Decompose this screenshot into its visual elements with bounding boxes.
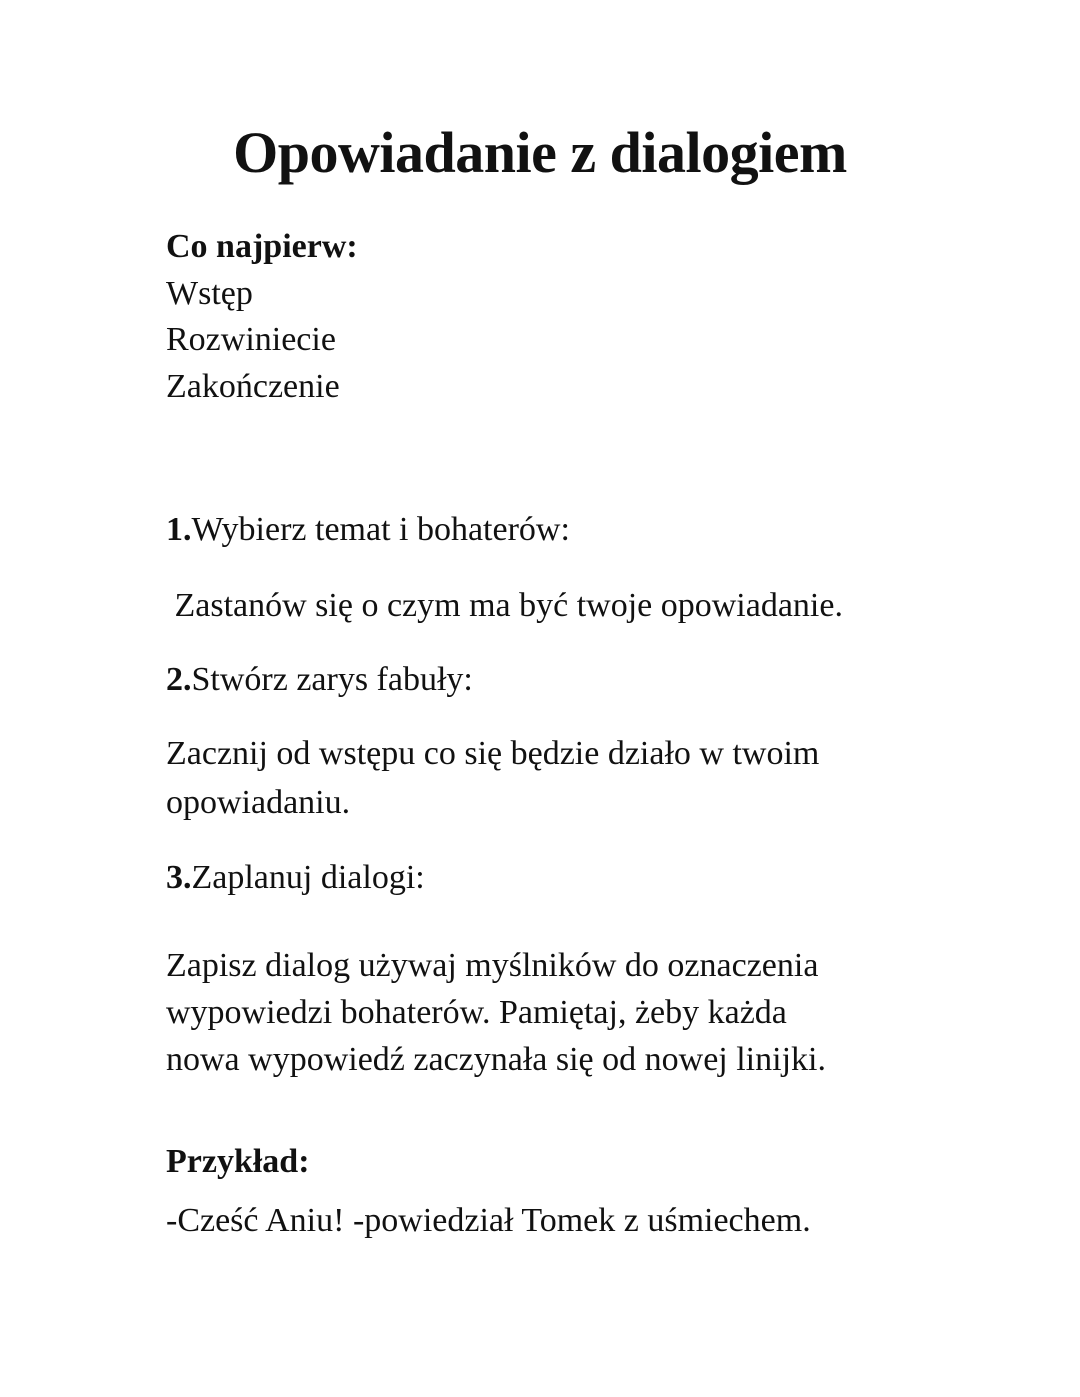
step-number: 2. [166, 661, 192, 698]
step-description: opowiadaniu. [166, 784, 351, 821]
step-description: Zapisz dialog używaj myślników do oznaczenia [166, 947, 819, 984]
page-title: Opowiadanie z dialogiem [233, 120, 847, 185]
example-text: -Cześć Aniu! -powiedział Tomek z uśmiechem. [166, 1202, 811, 1239]
step-number: 1. [166, 511, 192, 548]
intro-heading: Co najpierw: [166, 228, 358, 265]
step-heading [166, 508, 570, 552]
step-number: 3. [166, 859, 192, 896]
step-description: nowa wypowiedź zaczynała się od nowej linijki. [166, 1041, 826, 1078]
intro-item: Wstęp [166, 275, 253, 312]
step-description: Zacznij od wstępu co się będzie działo w twoim [166, 735, 820, 772]
step-description: Zastanów się o czym ma być twoje opowiadanie. [166, 587, 843, 624]
step-heading [166, 658, 473, 702]
step-title: Zaplanuj dialogi: [191, 859, 425, 896]
step-description: wypowiedzi bohaterów. Pamiętaj, żeby każda [166, 994, 787, 1031]
intro-item: Zakończenie [166, 368, 340, 405]
intro-item: Rozwiniecie [166, 321, 336, 358]
example-heading: Przykład: [166, 1143, 310, 1180]
step-title: Wybierz temat i bohaterów: [191, 511, 570, 548]
step-title: Stwórz zarys fabuły: [191, 661, 473, 698]
step-heading [166, 856, 425, 900]
